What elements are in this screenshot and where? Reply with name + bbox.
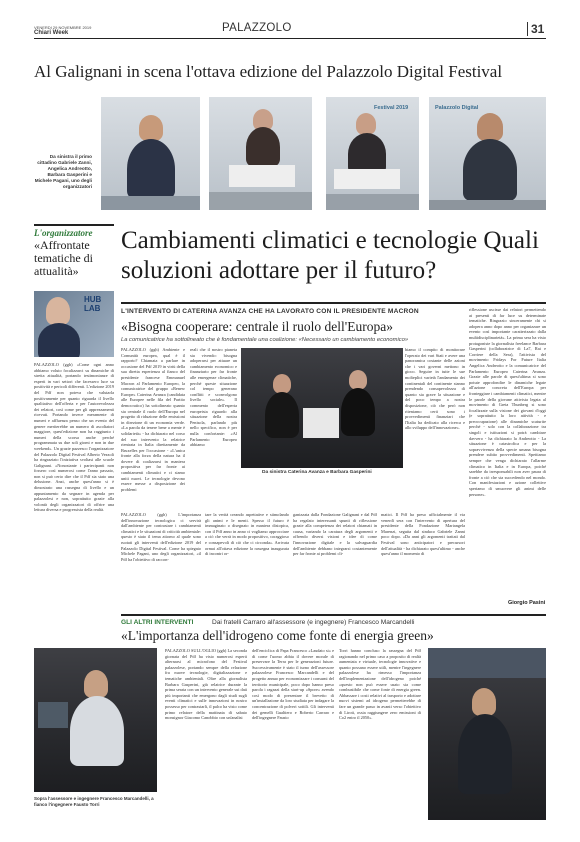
main-headline: Cambiamenti climatici e tecnologie Quali soluzioni adottare per il futuro? [121, 227, 539, 284]
organizer-rule [34, 224, 114, 226]
avanza-photo-caption: Da sinistra Caterina Avanza e Barbara Gasperini [262, 470, 372, 475]
idrogeno-photo-caption: Sopra l'assessore e ingegnere Francesco Marcandelli, a fianco l'ingegnere Fausto Torri [34, 796, 154, 807]
mid-col-4: matici. Il Pdf ha preso ufficialmente il via venerdì sera con l'intervento di apertura del presidente della Fondazione Mariangela Marenzi, seguita dal sindaco Gabriele Zanni poco dopo. «Da anni gli argomenti trattati dal Festival sono anticipatori e precursori dell'attualità - ha dichiarato quest'ultimo - anche quest'anno il momento di [381, 512, 465, 557]
top-photo-gasperini [326, 97, 419, 210]
avanza-kicker: L'INTERVENTO DI CATERINA AVANZA CHE HA LAVORATO CON IL PRESIDENTE MACRON [121, 308, 419, 315]
torri-photo [428, 648, 546, 820]
masthead-rule [34, 38, 546, 39]
page-divider [527, 22, 528, 36]
marcandelli-photo [34, 648, 157, 792]
brand-banner: Palazzolo Digital [435, 105, 479, 111]
mid-col-1: PALAZZOLO (ggh) L'importanza dell'innovazione tecnologica ci servirà dall'ambiente per contrastare i cambiamenti climatici e le situazioni di criticità ambientale: questo è stato il tema attorno al quale sono ruotati gli interventi dell'edizione 2019 del Palazzolo Digital Festival. Come ha spiegato Michele Pagani, uno degli organizzatori, «il Pdf ha l'obiettivo di raccon- [121, 512, 201, 562]
avanza-col-2: reali che il nostro pianeta sta vivendo: bisogna adoperarsi per attuare un cambiamento economico e finanziario per far fronte alle emergenze climatiche, perché queste situazione col tempo generano conflitti e sconvolgono livello sociale». Il commento dell'esperta europeista riguardo alla situazione della nostra Penisola, parlando più nello specifico, non è per nulla confortante: «Al Parlamento Europeo abbiamo [190, 347, 237, 448]
festival-banner: Festival 2019 [374, 105, 409, 111]
top-photo-mayor [101, 97, 200, 210]
masthead-date: VENERDI 29 NOVEMBRE 2019 [34, 25, 92, 30]
page-number: 31 [531, 22, 545, 36]
top-photo-pagani [429, 97, 546, 210]
mid-col-3: ganizzata dalla Fondazione Galignani e dal Pdf ha regalato interessanti spunti di riflessione grazie alla competenza dei relatori chiamati in causa, variando la caratura degli argomenti e offrendo diversi visioni e idee di come l'innovazione digitale e la salvaguardia dell'ambiente debbano integrarsi costantemente per far fronte ai problemi cli- [293, 512, 377, 557]
idrogeno-col-2: dell'enciclica di Papa Francesco «Laudato si» e di come l'uomo abbia il dovere morale di preservare la Terra per le generazioni future. Successivamente è stato il turno dell'assessore palazzolese Francesco Marcandelli e del progetto annuo per economizzare i consumi del territorio municipale, poco dopo hanno preso parola i ragazzi della start-up «Spore» avendo così modo di presentare il brevetto di un'installazione da loro studiata per indagare la concentrazione di polveri sottili. Gli interventi dei gemelli Gualtiero e Roberto Carraro e dell'ingegnere Fausto [252, 648, 334, 721]
organizer-title: «Affrontate tematiche di attualità» [34, 238, 93, 278]
top-photo-andreotto [209, 97, 312, 210]
organizer-body: PALAZZOLO (ggh) «Come ogni anno abbiamo voluto focalizzarci su dinamiche di stretta attualità, portando testimonianze di esperti in vari settori che facessero luce su positività e pericoli differenti. L'edizione 2019 del Pdf non poteva che valutarla positivamente per quanto riguarda il livello qualitativo dell'offerta e per l'autorevolezza dei relatori, così come per gli apprezzamenti ricevuti. Portando invece meramente di numeri e affluenza penso che un evento del genere meriterebbe un numero di ascoltatori maggiore, quest'edizione non ha raggiunto i numeri della scorsa anche perché programmata su due soli giorni e non in due weekend». Un grazie pazzesco l'organizzatore del Palazzolo Digital Festival Alberto Vezzoli ha ringraziato l'iniziativa svoltasi alle scuole Galignani. «Nonostante i partecipanti non fossero così numerosi come l'anno passato, non si può certo dire che il Pdf sia stato una delusione. Anzi, anche quest'anno si è dimostrato una rassegna di livello e un appuntamento da segnare in agenda per palazzolesi e non, soprattutto grazie alla volontà degli organizzatori di offrire una lettura diversa e progressista della realtà. [34, 362, 114, 513]
avanza-byline: Giorgio Pasini [508, 600, 546, 606]
idrogeno-kicker: GLI ALTRI INTERVENTI [121, 619, 194, 626]
avanza-subhead: La comunicatrice ha sottolineato che è fondamentale una coalizione: «Necessario un cambiamento economico» [121, 337, 409, 343]
idrogeno-rule [121, 614, 546, 616]
avanza-col-4: riflessione uscisse dai relatori permettendo ai presenti di far luce su determinate tematiche. Ringrazio sinceramente chi si adopera anno dopo anno per organizzare un evento così importante caratterizzato dalla multidisciplinarietà». La prima sera ha visto protagoniste la giornalista freelance Barbara Gasperini (collaboratrice di La7, Rai e Corriere della Sera), l'attivista del movimento Fridays For Future Italia Angelica Andreotto e la comunicatrice del Parlamento Europeo Caterina Avanza. Grazie alle parole di quest'ultima si sono potute approfondire le dinamiche legate all'azione concreta dell'Europa per fronteggiare i cambiamenti climatici, mentre le parole della giovane attivista legata al movimento di Greta Thunberg si sono focalizzate sulla visione dei giovani d'oggi (e soprattutto la loro attività - e preoccupazione) alle dinamiche scaturite perché - solo con la collaborazione tra singoli e istituzioni si potrà cambiare davvero - ha dichiarato la Andreotto - La situazione è catastrofica e per la sopravvivenza della specie umana bisogna prendere subito provvedimenti. Spettiamo sempre che venga dichiarato l'allarme climatico in Italia e in Europa, poiché sarebbe da irresponsabili non aver paura di fronte a ciò che sta succedendo nel mondo. Con manifestazioni e azione collettive speriamo di smuovere gli animi delle persone». [469, 307, 546, 497]
avanza-col-1: PALAZZOLO (ggh) Ambiente e Comunità europea, qual è il rapporto? Chiamata a parlare in occasione del Pdf 2019 in virtù della sua diretta esperienza al fianco del presidente francese Emmanuel Macron al Parlamento Europeo, la comunicatrice del gruppo «Renew Europe» Caterina Avanza (candidata alle Europee nelle fila del Partito democratico) ha sottolineato quanto sia centrale il ruolo dell'Europa nel progetto di riduzione delle emissioni in direzione di un economia verde. «La parola da tenere bene a mente è solidarietà» - ha dichiarato nel corso del suo intervento la relatrice rientrata in Italia direttamente da Bruxelles per l'occasione - «L'unica fronte alla forza della natura ha il dovere di coalizzarsi in maniera propositiva per far fronte ai cambiamenti climatici e ci siamo uniti nuovi. Le tecnologie devono essere messe a disposizione dei problemi [121, 347, 185, 492]
hub-lab-logo: HUB LAB [84, 295, 102, 313]
idrogeno-col-3: Torri hanno concluso la rassegna del Pdf ragionando nel primo caso a proposito di realtà aumentata e virtuale, tecnologie innovative e quanto possano essere utili, mentre l'ingegnere palazzolese ha rimesso l'importanza dell'implementazione dell'idrogeno poiché «questo non può essere usato sia come combustibile che come fonte di energia green. Abbassare i costi relativi al trasporto e adottare nuovi sistemi ad idrogeno permetterebbe di fare un grande passo in avanti verso l'obiettivo di Liroti, ossia raggiungere zero emissioni di Co2 entro il 2050». [339, 648, 421, 721]
masthead-publication: Chiari Week [34, 30, 69, 36]
mid-col-2: tare la verità creando aspettative e stimolando gli animi e le menti. Spesso il futuro è immaginato o disegnato in maniera distopica, con il Pdf anno in anno ci vogliamo approcciare a ciò che verrà in modo propositivo, coraggioso e consapevoli di ciò che ci circonda». Arrivata ormai all'ottava edizione la rassegna inaugurata di incontri or- [205, 512, 289, 557]
organizer-photo [34, 291, 114, 357]
idrogeno-col-1: PALAZZOLO SULL'OGLIO (ggh) La seconda giornata del Pdf ha visto numerosi esperti alternarsi al microfono del Festival palazzolese, portando sempre della relazione fra nuove tecnologie, digitalizzazione e tematiche ambientali. Oltre alla giornalista Barbara Gasperini, già relatrice durante la prima serata con un intervento generale sui dati più importanti che emergono dagli studi sugli eventi climatici e sulle innovazioni in nostro possesso per contrastarli, il palco ha visto come primo relatore della mattinata di sabato monsignor Giacomo Canobbio con un'analisi [165, 648, 247, 721]
avanza-col-3: biamo il compito di monitorare l'operato dei vari Stati e avere una panoramica costante delle azioni che i vari governi mettono in gioco. Seguire in tutte le sue molteplici varietà l'andamento dei continentali del continente stanno prendendo consapevolezza di quanto sia grave la situazione e del poco tempo a nostra disposizione, ciò che però non riteniamo certi sono i provvedimenti finanziari che l'Italia ha dedicato alla ricerca e allo sviluppo dell'innovazione». [405, 347, 465, 431]
avanza-photo [241, 348, 403, 468]
top-headline: Al Galignani in scena l'ottava edizione del Palazzolo Digital Festival [34, 62, 503, 81]
idrogeno-kicker-tail: Dai fratelli Carraro all'assessore (e ingegnere) Francesco Marcandelli [212, 619, 415, 626]
top-photo-caption: Da sinistra il primo cittadino Gabriele Zanni, Angelica Andreotto, Barbara Gasperini e Michele Pagani, uno degli organizzatori [34, 154, 92, 189]
avanza-headline: «Bisogna cooperare: centrale il ruolo dell'Europa» [121, 319, 393, 334]
section-title: PALAZZOLO [222, 22, 292, 34]
idrogeno-headline: «L'importanza dell'idrogeno come fonte di energia green» [121, 628, 434, 643]
avanza-rule [121, 302, 546, 304]
organizer-kicker: L'organizzatore [34, 228, 93, 238]
